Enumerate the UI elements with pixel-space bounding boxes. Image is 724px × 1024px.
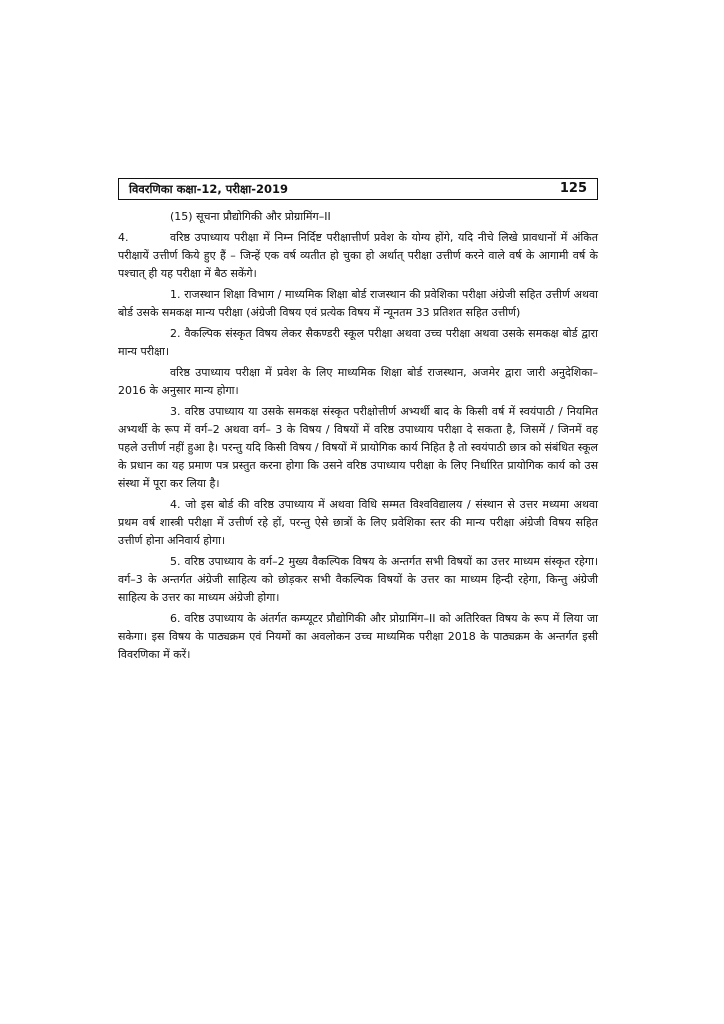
provision-4: 4. जो इस बोर्ड की वरिष्ठ उपाध्याय में अथवा विधि सम्मत विश्वविद्यालय / संस्थान से उत्तर मध्यमा अथवा प्रथम वर्ष शास्त्री परीक्षा में उत्तीर्ण रहे हों, परन्तु ऐसे छात्रों के लिए प्रवेशिका स्तर की मान्य परीक्षा अंग्रेजी विषय सहित उत्तीर्ण होना अनिवार्य होगा। <box>118 498 598 547</box>
section-heading: (15) सूचना प्रौद्योगिकी और प्रोग्रामिंग–II <box>170 210 331 223</box>
document-body <box>118 208 598 664</box>
item-4-number: 4. <box>118 231 129 244</box>
item-4-text: वरिष्ठ उपाध्याय परीक्षा में निम्न निर्दिष्ट परीक्षात्तीर्ण प्रवेश के योग्य होंगे, यदि नीचे लिखे प्रावधानों में अंकित परीक्षायें उत्तीर्ण किये हुए हैं – जिन्हें एक वर्ष व्यतीत हो चुका हो अर्थात् परीक्षा उत्तीर्ण करने वाले वर्ष के आगामी वर्ष के पश्चात् ही यह परीक्षा में बैठ सकेंगे। <box>118 231 598 280</box>
provision-6: 6. वरिष्ठ उपाध्याय के अंतर्गत कम्प्यूटर प्रौद्योगिकी और प्रोग्रामिंग–II को अतिरिक्त विषय के रूप में लिया जा सकेगा। इस विषय के पाठ्यक्रम एवं नियमों का अवलोकन उच्च माध्यमिक परीक्षा 2018 के पाठ्यक्रम के अन्तर्गत इसी विवरणिका में करें। <box>118 612 598 661</box>
page-number: 125 <box>559 181 587 196</box>
provision-3: 3. वरिष्ठ उपाध्याय या उसके समकक्ष संस्कृत परीक्षोत्तीर्ण अभ्यर्थी बाद के किसी वर्ष में स्वयंपाठी / नियमित अभ्यर्थी के रूप में वर्ग–2 अथवा वर्ग– 3 के विषय / विषयों में वरिष्ठ उपाध्याय परीक्षा दे सकता है, जिसमें / जिनमें वह पहले उत्तीर्ण नहीं हुआ है। परन्तु यदि किसी विषय / विषयों में प्रायोगिक कार्य निहित है तो स्वयंपाठी छात्र को संबंधित स्कूल के प्रधान का यह प्रमाण पत्र प्रस्तुत करना होगा कि उसने वरिष्ठ उपाध्याय परीक्षा के लिए निर्धारित प्रायोगिक कार्य को उस संस्था में पूरा कर लिया है। <box>118 405 598 490</box>
page-header <box>118 178 598 200</box>
document-page <box>118 178 598 667</box>
header-title: विवरणिका कक्षा-12, परीक्षा-2019 <box>129 182 288 196</box>
admission-note: वरिष्ठ उपाध्याय परीक्षा में प्रवेश के लिए माध्यमिक शिक्षा बोर्ड राजस्थान, अजमेर द्वारा जारी अनुदेशिका–2016 के अनुसार मान्य होगा। <box>118 366 598 397</box>
item-4-paragraph <box>118 229 598 283</box>
provision-5: 5. वरिष्ठ उपाध्याय के वर्ग–2 मुख्य वैकल्पिक विषय के अन्तर्गत सभी विषयों का उत्तर माध्यम संस्कृत रहेगा। वर्ग–3 के अन्तर्गत अंग्रेजी साहित्य को छोड़कर सभी वैकल्पिक विषयों के उत्तर का माध्यम हिन्दी रहेगा, किन्तु अंग्रेजी साहित्य के उत्तर का माध्यम अंग्रेजी होगा। <box>118 555 598 604</box>
provision-2: 2. वैकल्पिक संस्कृत विषय लेकर सैकण्डरी स्कूल परीक्षा अथवा उच्च परीक्षा अथवा उसके समकक्ष बोर्ड द्वारा मान्य परीक्षा। <box>118 327 598 358</box>
provision-1: 1. राजस्थान शिक्षा विभाग / माध्यमिक शिक्षा बोर्ड राजस्थान की प्रवेशिका परीक्षा अंग्रेजी सहित उत्तीर्ण अथवा बोर्ड उसके समकक्ष मान्य परीक्षा (अंग्रेजी विषय एवं प्रत्येक विषय में न्यूनतम 33 प्रतिशत सहित उत्तीर्ण) <box>118 288 598 319</box>
